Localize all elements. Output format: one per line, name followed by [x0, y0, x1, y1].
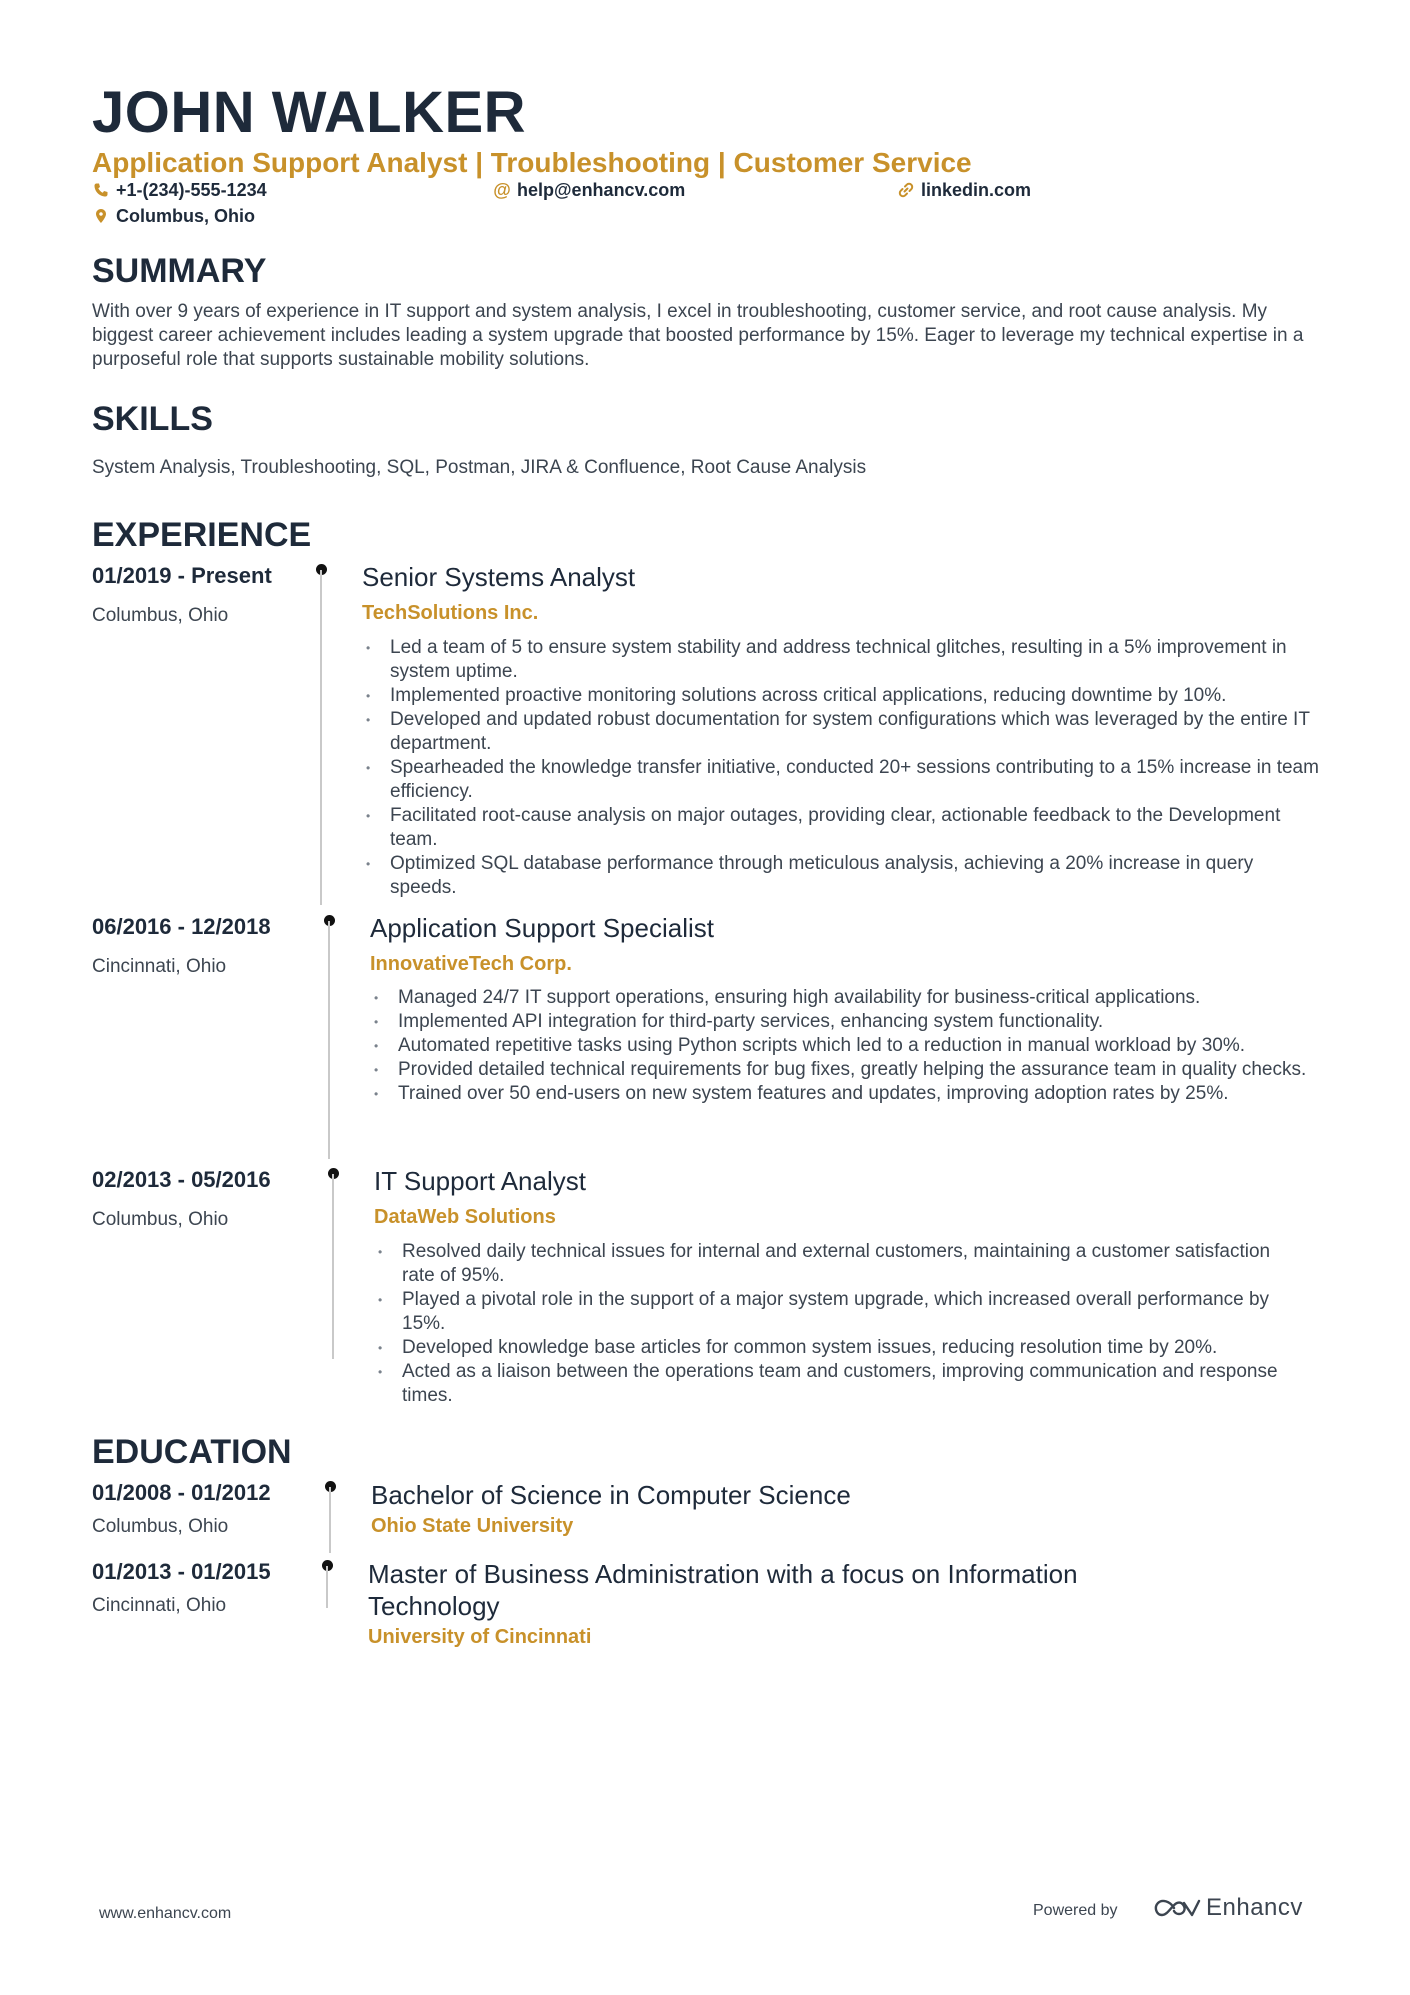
timeline-line [332, 1174, 334, 1359]
contact-phone[interactable] [92, 179, 267, 201]
experience-1-company: TechSolutions Inc. [362, 602, 539, 624]
contact-linkedin[interactable] [897, 179, 1031, 201]
timeline-line [329, 1487, 331, 1553]
footer-powered-by: Powered by [1033, 1902, 1118, 1919]
experience-3-company: DataWeb Solutions [374, 1206, 556, 1228]
bullet-item: • Managed 24/7 IT support operations, ensuring high availability for business-critical applications. [370, 986, 1332, 1010]
bullet-item: • Led a team of 5 to ensure system stability and address technical glitches, resulting in a 5% improvement in system uptime. [362, 636, 1322, 684]
education-1-location: Columbus, Ohio [92, 1516, 229, 1537]
location-text: Columbus, Ohio [116, 206, 255, 226]
bullet-item: • Automated repetitive tasks using Python scripts which led to a reduction in manual workload by 30%. [370, 1034, 1332, 1058]
phone-text: +1-(234)-555-1234 [116, 180, 267, 200]
bullet-item: • Played a pivotal role in the support of a major system upgrade, which increased overall performance by 15%. [374, 1288, 1304, 1336]
timeline-line [326, 1566, 328, 1608]
footer-website[interactable]: www.enhancv.com [99, 1905, 232, 1922]
bullet-item: • Resolved daily technical issues for internal and external customers, maintaining a customer satisfaction rate of 95%. [374, 1240, 1304, 1288]
timeline-line [328, 921, 330, 1159]
experience-3-bullets [374, 1240, 1304, 1408]
linkedin-text: linkedin.com [921, 180, 1032, 200]
bullet-item: • Spearheaded the knowledge transfer initiative, conducted 20+ sessions contributing to a 15% increase in team efficiency. [362, 756, 1322, 804]
experience-3-location: Columbus, Ohio [92, 1209, 229, 1230]
skills-text: System Analysis, Troubleshooting, SQL, Postman, JIRA & Confluence, Root Cause Analysis [92, 457, 867, 478]
experience-2-role: Application Support Specialist [370, 913, 714, 943]
experience-2-location: Cincinnati, Ohio [92, 956, 227, 977]
experience-1-location: Columbus, Ohio [92, 605, 229, 626]
education-2-dates: 01/2013 - 01/2015 [92, 1559, 271, 1584]
experience-1-dates: 01/2019 - Present [92, 563, 272, 588]
education-heading: EDUCATION [92, 1433, 292, 1471]
bullet-item: • Trained over 50 end-users on new system features and updates, improving adoption rates by 25%. [370, 1082, 1332, 1106]
footer-brand-name: Enhancv [1206, 1894, 1303, 1921]
experience-2-bullets [370, 986, 1332, 1106]
skills-heading: SKILLS [92, 400, 213, 438]
at-icon: @ [493, 180, 511, 200]
bullet-item: • Facilitated root-cause analysis on major outages, providing clear, actionable feedback to the Development team. [362, 804, 1322, 852]
footer-brand-logo[interactable] [1152, 1893, 1303, 1923]
enhancv-logo-icon [1152, 1893, 1202, 1923]
education-2-degree-line2: Technology [368, 1591, 500, 1621]
candidate-title: Application Support Analyst | Troubleshooting | Customer Service [92, 147, 972, 178]
experience-1-bullets [362, 636, 1322, 900]
experience-2-company: InnovativeTech Corp. [370, 953, 572, 975]
contact-email[interactable] [493, 179, 685, 201]
education-2-school: University of Cincinnati [368, 1626, 592, 1648]
summary-heading: SUMMARY [92, 252, 267, 290]
education-2-location: Cincinnati, Ohio [92, 1595, 227, 1616]
candidate-name: JOHN WALKER [92, 80, 527, 145]
education-1-school: Ohio State University [371, 1515, 574, 1537]
bullet-item: • Developed and updated robust documentation for system configurations which was leveraged by the entire IT department. [362, 708, 1322, 756]
email-text: help@enhancv.com [517, 180, 686, 200]
experience-3-dates: 02/2013 - 05/2016 [92, 1167, 271, 1192]
link-icon [897, 181, 915, 199]
experience-3-role: IT Support Analyst [374, 1166, 586, 1196]
timeline-line [320, 570, 322, 905]
location-pin-icon [92, 207, 110, 225]
education-2-degree-line1: Master of Business Administration with a focus on Information [368, 1559, 1078, 1589]
experience-heading: EXPERIENCE [92, 516, 312, 554]
bullet-item: • Implemented API integration for third-party services, enhancing system functionality. [370, 1010, 1332, 1034]
education-1-degree: Bachelor of Science in Computer Science [371, 1480, 851, 1510]
bullet-item: • Implemented proactive monitoring solutions across critical applications, reducing downtime by 10%. [362, 684, 1322, 708]
experience-1-role: Senior Systems Analyst [362, 562, 636, 592]
phone-icon [92, 181, 110, 199]
bullet-item: • Optimized SQL database performance through meticulous analysis, achieving a 20% increase in query speeds. [362, 852, 1322, 900]
contact-location [92, 205, 255, 227]
bullet-item: • Provided detailed technical requirements for bug fixes, greatly helping the assurance team in quality checks. [370, 1058, 1332, 1082]
education-1-dates: 01/2008 - 01/2012 [92, 1480, 271, 1505]
summary-text: With over 9 years of experience in IT support and system analysis, I excel in troubleshooting, customer service, and root cause analysis. My biggest career achievement includes leading a system upgrade that boosted performance by 15%. Eager to leverage my technical expertise in a purposeful role that supports sustainable mobility solutions. [92, 301, 1304, 370]
experience-2-dates: 06/2016 - 12/2018 [92, 914, 271, 939]
bullet-item: • Developed knowledge base articles for common system issues, reducing resolution time by 20%. [374, 1336, 1304, 1360]
bullet-item: • Acted as a liaison between the operations team and customers, improving communication and response times. [374, 1360, 1304, 1408]
